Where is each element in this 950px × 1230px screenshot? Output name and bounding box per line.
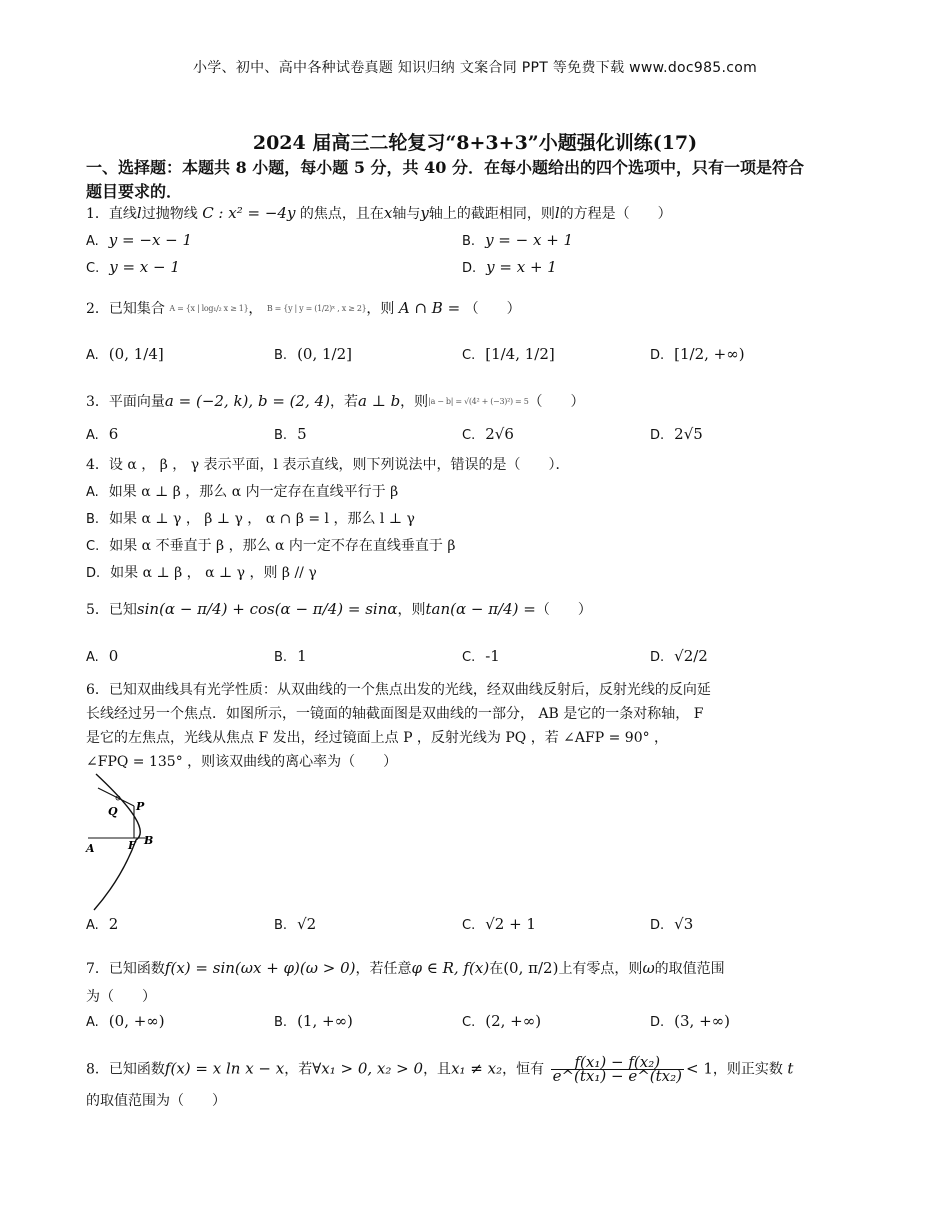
q7-option-c[interactable]: C. (2, +∞) [462,1012,542,1030]
q6-option-d[interactable]: D. √3 [650,915,694,933]
intersection-expression: A ∩ B = [398,299,461,317]
q6-option-a[interactable]: A. 2 [86,915,119,933]
q6-option-c[interactable]: C. √2 + 1 [462,915,536,933]
set-a-expression: A = {x | log₁/₂ x ≥ 1} [169,304,249,313]
q7-option-d[interactable]: D. (3, +∞) [650,1012,731,1030]
vector-difference-expression: |a − b| = √(4² + (−3)²) = 5 [428,397,529,406]
q1-option-c[interactable]: C. y = x − 1 [86,258,180,276]
question-3-stem: 3．平面向量a = (−2, k), b = (2, 4)，若a ⊥ b，则|a − b| = √(4² + (−3)²) = 5（ ） [86,392,585,410]
q6-option-b[interactable]: B. √2 [274,915,317,933]
label-f: F [128,839,136,852]
question-5-stem: 5．已知sin(α − π/4) + cos(α − π/4) = sinα，则tan(α − π/4) =（ ） [86,600,592,618]
parabola-equation: C : x² = −4y [202,204,296,222]
q1-option-d[interactable]: D. y = x + 1 [462,258,557,276]
label-q: Q [108,805,118,818]
q1-option-b[interactable]: B. y = − x + 1 [462,231,574,249]
q5-option-d[interactable]: D. √2/2 [650,647,708,665]
question-7-stem: 7．已知函数f(x) = sin(ωx + φ)(ω > 0)，若任意φ ∈ R, f(x)在(0, π/2)上有零点，则ω的取值范围 [86,959,725,977]
question-7-stem-continued: 为（ ） [86,989,156,1005]
q3-option-b[interactable]: B. 5 [274,425,307,443]
trig-equation: sin(α − π/4) + cos(α − π/4) = sinα [136,600,398,618]
q2-option-d[interactable]: D. [1/2, +∞) [650,345,745,363]
function-definition-8: f(x) = x ln x − x [164,1059,285,1078]
q3-option-d[interactable]: D. 2√5 [650,425,703,443]
q5-option-c[interactable]: C. -1 [462,647,500,665]
label-p: P [136,800,145,813]
question-6-line-1: 6．已知双曲线具有光学性质：从双曲线的一个焦点出发的光线，经双曲线反射后，反射光线的反向延 [86,682,711,698]
q5-option-b[interactable]: B. 1 [274,647,307,665]
q5-option-a[interactable]: A. 0 [86,647,119,665]
question-2-stem: 2．已知集合 A = {x | log₁/₂ x ≥ 1}， B = {y | y = (1/2)ˣ , x ≥ 2}，则 A ∩ B = （ ） [86,299,521,317]
question-8-stem: 8．已知函数f(x) = x ln x − x，若∀x₁ > 0, x₂ > 0，且x₁ ≠ x₂，恒有 $\frac{\text{f(x₁) − f(x₂)}}{\text{e\textasciicircum{}(tx₁) − e\textasciicircum{}(tx₂)}}$ < 1，则正实数 t [86,1053,794,1085]
q3-option-c[interactable]: C. 2√6 [462,425,514,443]
label-a: A [86,842,95,855]
q7-option-b[interactable]: B. (1, +∞) [274,1012,353,1030]
q4-option-b[interactable]: B. 如果 α ⊥ γ ， β ⊥ γ ， α ∩ β = l ，那么 l ⊥ γ [86,511,415,527]
set-b-expression: B = {y | y = (1/2)ˣ , x ≥ 2} [266,304,367,313]
section-heading: 一、选择题：本题共 8 小题，每小题 5 分，共 40 分．在每小题给出的四个选项中，只有一项是符合题目要求的． [86,158,804,201]
q2-option-c[interactable]: C. [1/4, 1/2] [462,345,555,363]
question-6-line-2: 长线经过另一个焦点．如图所示，一镜面的轴截面图是双曲线的一部分， AB 是它的一条对称轴， F [86,706,704,722]
site-header: 小学、初中、高中各种试卷真题 知识归纳 文案合同 PPT 等免费下载 www.doc985.com [192,60,758,76]
q3-option-a[interactable]: A. 6 [86,425,119,443]
q4-option-c[interactable]: C. 如果 α 不垂直于 β ，那么 α 内一定不存在直线垂直于 β [86,538,456,554]
q2-option-a[interactable]: A. (0, 1/4] [86,345,164,363]
inequality-fraction: $\frac{\text{f(x₁) − f(x₂)}}{\text{e\textasciicircum{}(tx₁) − e\textasciicircum{}(tx₂)}}$ [552,1053,682,1085]
q2-option-b[interactable]: B. (0, 1/2] [274,345,352,363]
question-8-stem-continued: 的取值范围为（ ） [86,1093,226,1109]
question-4-stem: 4．设 α ， β ， γ 表示平面，l 表示直线，则下列说法中，错误的是（ ）． [86,457,570,473]
question-6-line-4: ∠FPQ = 135° ，则该双曲线的离心率为（ ） [86,754,398,770]
q4-option-d[interactable]: D. 如果 α ⊥ β ， α ⊥ γ ，则 β // γ [86,565,317,581]
q4-option-a[interactable]: A. 如果 α ⊥ β ，那么 α 内一定存在直线平行于 β [86,484,399,500]
q7-option-a[interactable]: A. (0, +∞) [86,1012,165,1030]
vector-definitions: a = (−2, k), b = (2, 4) [164,392,330,410]
question-6-line-3: 是它的左焦点，光线从焦点 F 发出，经过镜面上点 P ，反射光线为 PQ ，若 ∠AFP = 90° ， [86,730,669,746]
page-title: 2024 届高三二轮复习“8+3+3”小题强化训练(17) [252,132,698,154]
tan-expression: tan(α − π/4) = [425,600,536,618]
label-b: B [144,834,154,847]
function-definition: f(x) = sin(ωx + φ)(ω > 0) [164,959,356,977]
question-1-stem: 1．直线l过抛物线 C : x² = −4y 的焦点，且在x轴与y轴上的截距相同，则l的方程是（ ） [86,204,672,222]
q1-option-a[interactable]: A. y = −x − 1 [86,231,193,249]
hyperbola-mirror-figure [80,768,180,913]
